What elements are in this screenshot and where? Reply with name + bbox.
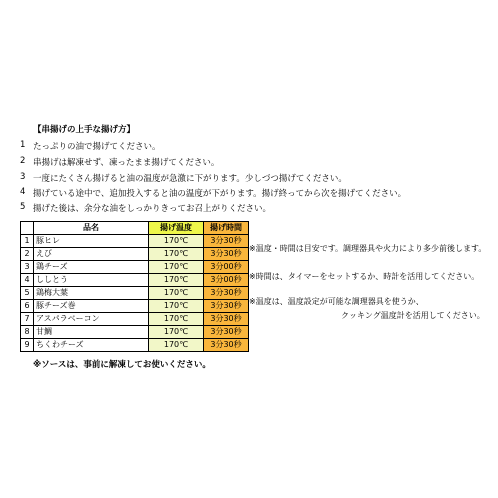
table-row (21, 235, 249, 248)
instruction-number: 1 (20, 140, 26, 150)
frying-table (20, 221, 249, 352)
row-temp: 170℃ (149, 274, 204, 287)
note-temperature: ※温度は、温度設定が可能な調理器具を使うか、 (249, 297, 424, 306)
header-number (21, 222, 34, 235)
instruction-number: 4 (20, 187, 26, 197)
row-time: 3分30秒 (204, 313, 249, 326)
footer-note: ※ソースは、事前に解凍してお使いください。 (33, 360, 211, 370)
row-time: 3分30秒 (204, 235, 249, 248)
instruction-number: 5 (20, 202, 26, 212)
row-temp: 170℃ (149, 235, 204, 248)
instruction-text: 揚げた後は、余分な油をしっかりきってお召上がりください。 (33, 204, 272, 214)
note-thermometer: クッキング温度計を活用してください。 (341, 311, 485, 320)
row-time: 3分00秒 (204, 274, 249, 287)
row-temp: 170℃ (149, 261, 204, 274)
instruction-text: 串揚げは解凍せず、凍ったまま揚げてください。 (33, 158, 220, 168)
row-number: 5 (21, 287, 34, 300)
table-row (21, 248, 249, 261)
table-row (21, 326, 249, 339)
instruction-number: 2 (20, 156, 26, 166)
note-timer: ※時間は、タイマーをセットするか、時計を活用してください。 (249, 272, 480, 281)
table-row (21, 287, 249, 300)
header-temp: 揚げ温度 (149, 222, 204, 235)
row-number: 9 (21, 339, 34, 352)
header-name: 品名 (34, 222, 149, 235)
row-time: 3分30秒 (204, 339, 249, 352)
table-row (21, 261, 249, 274)
page-title: 【串揚げの上手な揚げ方】 (33, 125, 136, 135)
table-row (21, 274, 249, 287)
row-number: 3 (21, 261, 34, 274)
table-row (21, 313, 249, 326)
instruction-text: 揚げている途中で、追加投入すると油の温度が下がります。揚げ終ってから次を揚げてください。 (33, 189, 407, 199)
row-number: 1 (21, 235, 34, 248)
row-time: 3分30秒 (204, 326, 249, 339)
row-name: 豚ヒレ (34, 235, 149, 248)
row-time: 3分00秒 (204, 261, 249, 274)
row-name: 豚チーズ巻 (34, 300, 149, 313)
note-guideline: ※温度・時間は目安です。調理器具や火力により多少前後します。 (249, 244, 487, 253)
row-number: 6 (21, 300, 34, 313)
row-temp: 170℃ (149, 313, 204, 326)
instruction-number: 3 (20, 172, 26, 182)
instruction-text: 一度にたくさん揚げると油の温度が急激に下がります。少しづつ揚げてください。 (33, 174, 347, 184)
table-header-row (21, 222, 249, 235)
row-name: アスパラベーコン (34, 313, 149, 326)
instruction-text: たっぷりの油で揚げてください。 (33, 142, 161, 152)
row-number: 7 (21, 313, 34, 326)
row-temp: 170℃ (149, 326, 204, 339)
row-number: 8 (21, 326, 34, 339)
row-temp: 170℃ (149, 339, 204, 352)
row-time: 3分30秒 (204, 300, 249, 313)
row-name: ちくわチーズ (34, 339, 149, 352)
row-number: 2 (21, 248, 34, 261)
row-name: えび (34, 248, 149, 261)
row-name: 鶏チーズ (34, 261, 149, 274)
row-time: 3分30秒 (204, 287, 249, 300)
row-name: 鶏梅大葉 (34, 287, 149, 300)
row-time: 3分30秒 (204, 248, 249, 261)
header-time: 揚げ時間 (204, 222, 249, 235)
row-temp: 170℃ (149, 300, 204, 313)
table-row (21, 300, 249, 313)
row-temp: 170℃ (149, 248, 204, 261)
row-name: 甘鯛 (34, 326, 149, 339)
row-number: 4 (21, 274, 34, 287)
table-row (21, 339, 249, 352)
row-temp: 170℃ (149, 287, 204, 300)
row-name: ししとう (34, 274, 149, 287)
